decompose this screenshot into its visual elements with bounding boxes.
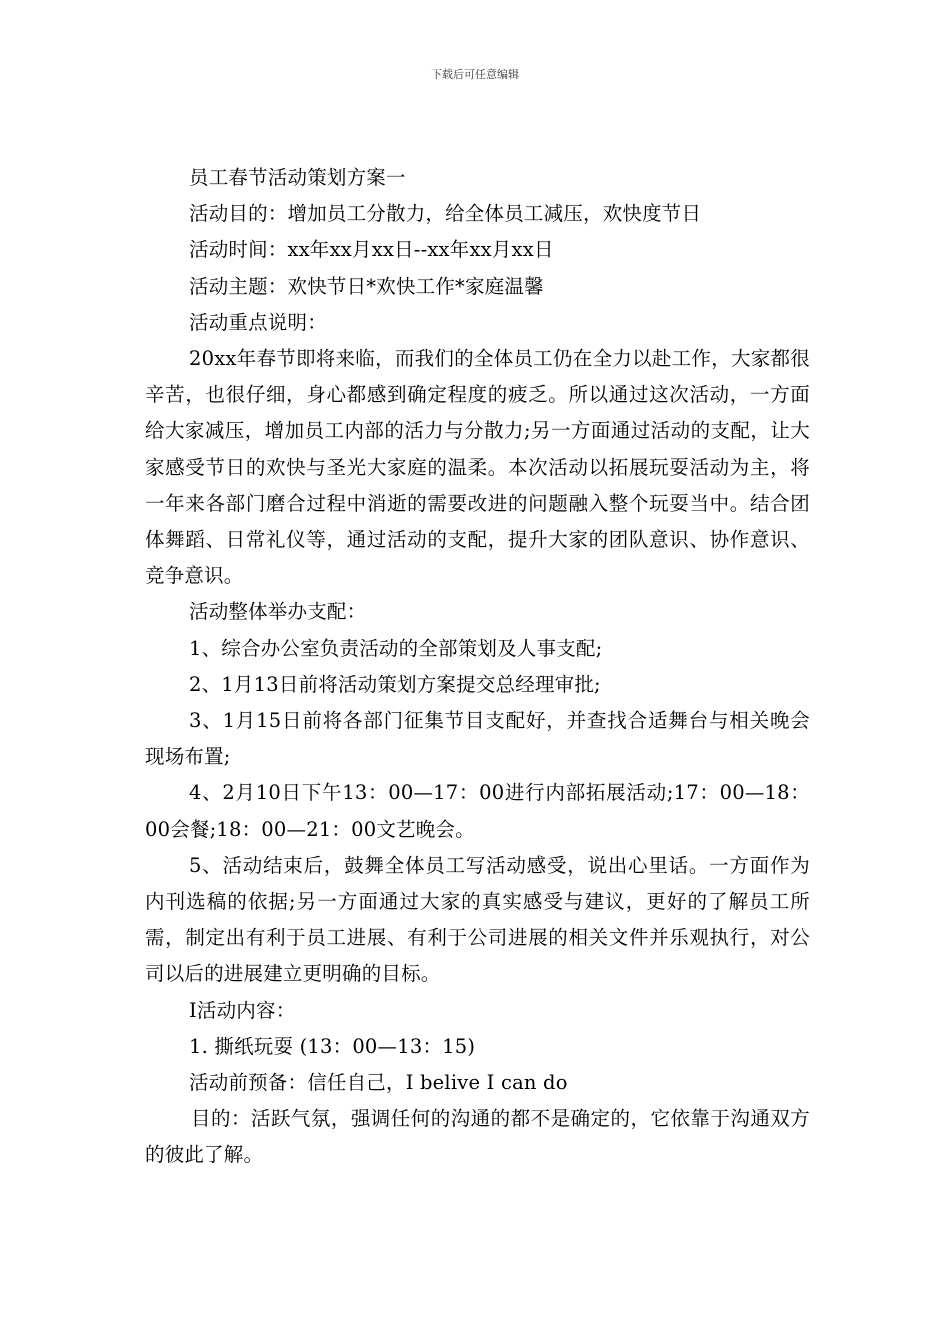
arrangement-item: 4、2月10日下午13：00—17：00进行内部拓展活动;17：00—18：00会餐;18：00—21：00文艺晚会。 bbox=[145, 781, 810, 841]
activity-purpose: 活动目的：增加员工分散力，给全体员工减压，欢快度节日 bbox=[189, 202, 702, 226]
doc-title: 员工春节活动策划方案一 bbox=[189, 166, 406, 189]
arrangement-item: 2、1月13日前将活动策划方案提交总经理审批; bbox=[189, 672, 601, 696]
activity-item-title: 1. 撕纸玩耍 (13：00—13：15) bbox=[189, 1034, 476, 1058]
key-notes-paragraph: 20xx年春节即将来临，而我们的全体员工仍在全力以赴工作，大家都很辛苦，也很仔细，身心都感到确定程度的疲乏。所以通过这次活动，一方面给大家减压，增加员工内部的活力与分散力;另一方面通过活动的支配，让大家感受节日的欢快与圣光大家庭的温柔。本次活动以拓展玩耍活动为主，将一年来各部门磨合过程中消逝的需要改进的问题融入整个玩耍当中。结合团体舞蹈、日常礼仪等，通过活动的支配，提升大家的团队意识、协作意识、竞争意识。 bbox=[145, 347, 810, 588]
activity-goal: 目的：活跃气氛，强调任何的沟通的都不是确定的，它依靠于沟通双方的彼此了解。 bbox=[145, 1107, 810, 1167]
arrangement-item: 1、综合办公室负责活动的全部策划及人事支配; bbox=[189, 636, 603, 660]
activity-time: 活动时间：xx年xx月xx日--xx年xx月xx日 bbox=[189, 238, 554, 262]
key-notes-heading: 活动重点说明： bbox=[189, 310, 327, 334]
document-body bbox=[145, 160, 810, 1174]
arrangement-heading: 活动整体举办支配： bbox=[189, 600, 367, 624]
activity-preparation: 活动前预备：信任自己，I belive I can do bbox=[189, 1071, 568, 1095]
activity-content-heading: I活动内容： bbox=[189, 998, 296, 1022]
arrangement-item: 3、1月15日前将各部门征集节目支配好，并查找合适舞台与相关晚会现场布置; bbox=[145, 709, 810, 769]
activity-theme: 活动主题：欢快节日*欢快工作*家庭温馨 bbox=[189, 274, 544, 298]
arrangement-item: 5、活动结束后，鼓舞全体员工写活动感受，说出心里话。一方面作为内刊选稿的依据;另一方面通过大家的真实感受与建议，更好的了解员工所需，制定出有利于员工进展、有利于公司进展的相关文件并乐观执行，对公司以后的进展建立更明确的目标。 bbox=[145, 853, 810, 986]
page-header-note: 下载后可任意编辑 bbox=[431, 68, 519, 81]
